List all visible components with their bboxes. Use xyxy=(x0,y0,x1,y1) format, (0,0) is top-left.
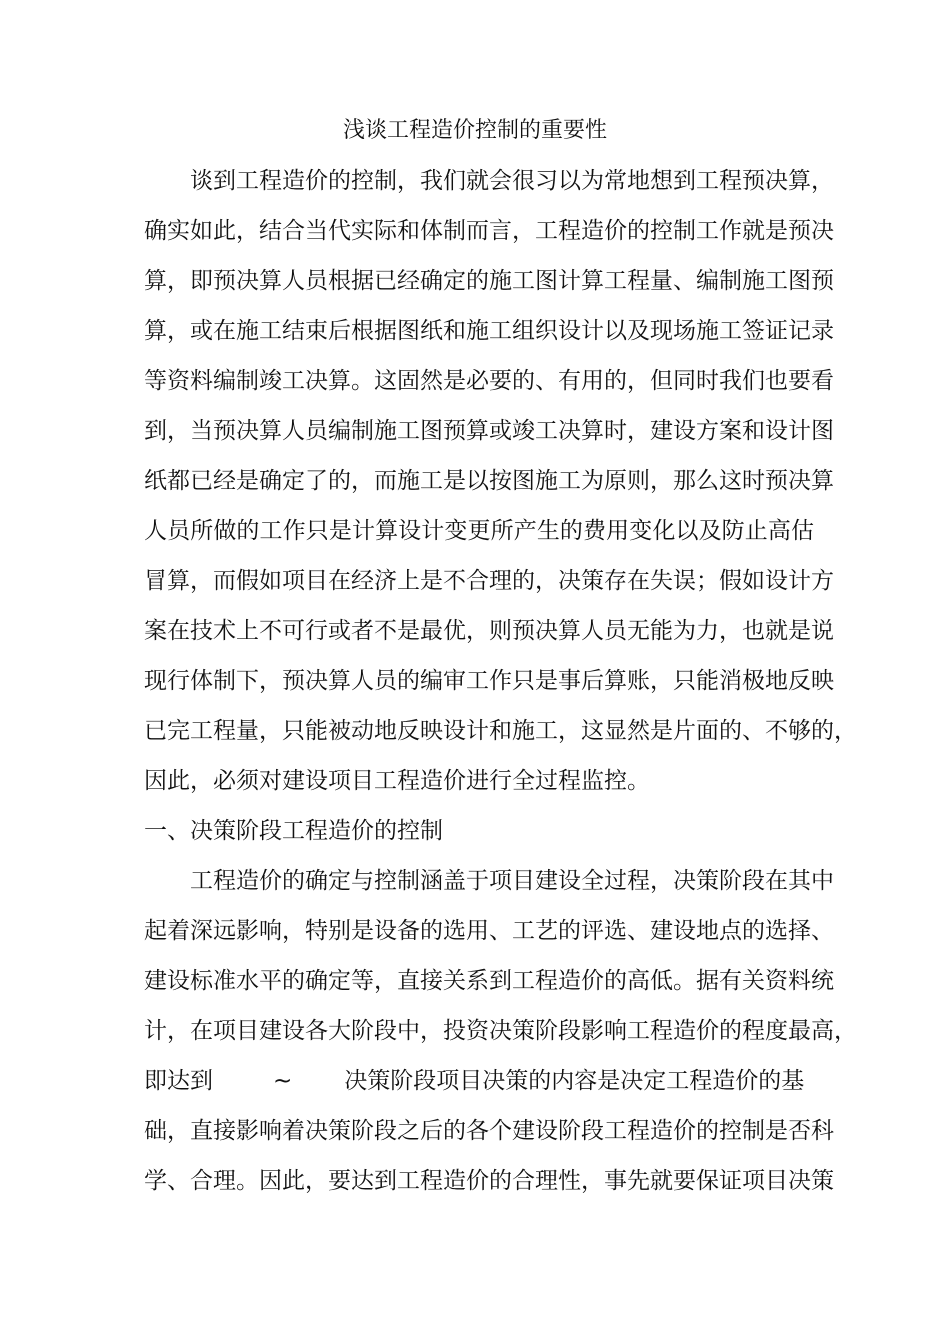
paragraph-line: 建设标准水平的确定等，直接关系到工程造价的高低。据有关资料统 xyxy=(144,968,834,994)
paragraph-line: 冒算，而假如项目在经济上是不合理的，决策存在失误；假如设计方 xyxy=(144,568,834,594)
document-title: 浅谈工程造价控制的重要性 xyxy=(342,118,607,143)
gap-tilde: ~ xyxy=(273,1068,293,1094)
paragraph-line: 确实如此，结合当代实际和体制而言，工程造价的控制工作就是预决 xyxy=(144,218,834,244)
paragraph-line: 础，直接影响着决策阶段之后的各个建设阶段工程造价的控制是否科 xyxy=(144,1118,834,1144)
paragraph-line: 算，即预决算人员根据已经确定的施工图计算工程量、编制施工图预 xyxy=(144,268,834,294)
paragraph-line: 算，或在施工结束后根据图纸和施工组织设计以及现场施工签证记录 xyxy=(144,318,834,344)
paragraph-line: 人员所做的工作只是计算设计变更所产生的费用变化以及防止高估 xyxy=(144,518,814,544)
paragraph-line: 纸都已经是确定了的，而施工是以按图施工为原则，那么这时预决算 xyxy=(144,468,834,494)
paragraph-line: 等资料编制竣工决算。这固然是必要的、有用的，但同时我们也要看 xyxy=(144,368,834,394)
paragraph-line: 工程造价的确定与控制涵盖于项目建设全过程，决策阶段在其中 xyxy=(190,868,834,894)
paragraph-line: 起着深远影响，特别是设备的选用、工艺的评选、建设地点的选择、 xyxy=(144,918,834,944)
gap-right-text: 决策阶段项目决策的内容是决定工程造价的基 xyxy=(344,1068,805,1094)
paragraph-line: 到，当预决算人员编制施工图预算或竣工决算时，建设方案和设计图 xyxy=(144,418,834,444)
gap-left-text: 即达到 xyxy=(144,1068,213,1094)
paragraph-line: 谈到工程造价的控制，我们就会很习以为常地想到工程预决算， xyxy=(190,168,834,194)
paragraph-line: 已完工程量，只能被动地反映设计和施工，这显然是片面的、不够的， xyxy=(144,718,857,744)
paragraph-line: 案在技术上不可行或者不是最优，则预决算人员无能为力，也就是说 xyxy=(144,618,834,644)
paragraph-line-with-gap xyxy=(144,1066,814,1096)
section-heading: 一、决策阶段工程造价的控制 xyxy=(144,818,443,844)
paragraph-line: 因此，必须对建设项目工程造价进行全过程监控。 xyxy=(144,768,650,794)
paragraph-line: 计，在项目建设各大阶段中，投资决策阶段影响工程造价的程度最高， xyxy=(144,1018,857,1044)
paragraph-line: 现行体制下，预决算人员的编审工作只是事后算账，只能消极地反映 xyxy=(144,668,834,694)
paragraph-line: 学、合理。因此，要达到工程造价的合理性，事先就要保证项目决策 xyxy=(144,1168,834,1194)
